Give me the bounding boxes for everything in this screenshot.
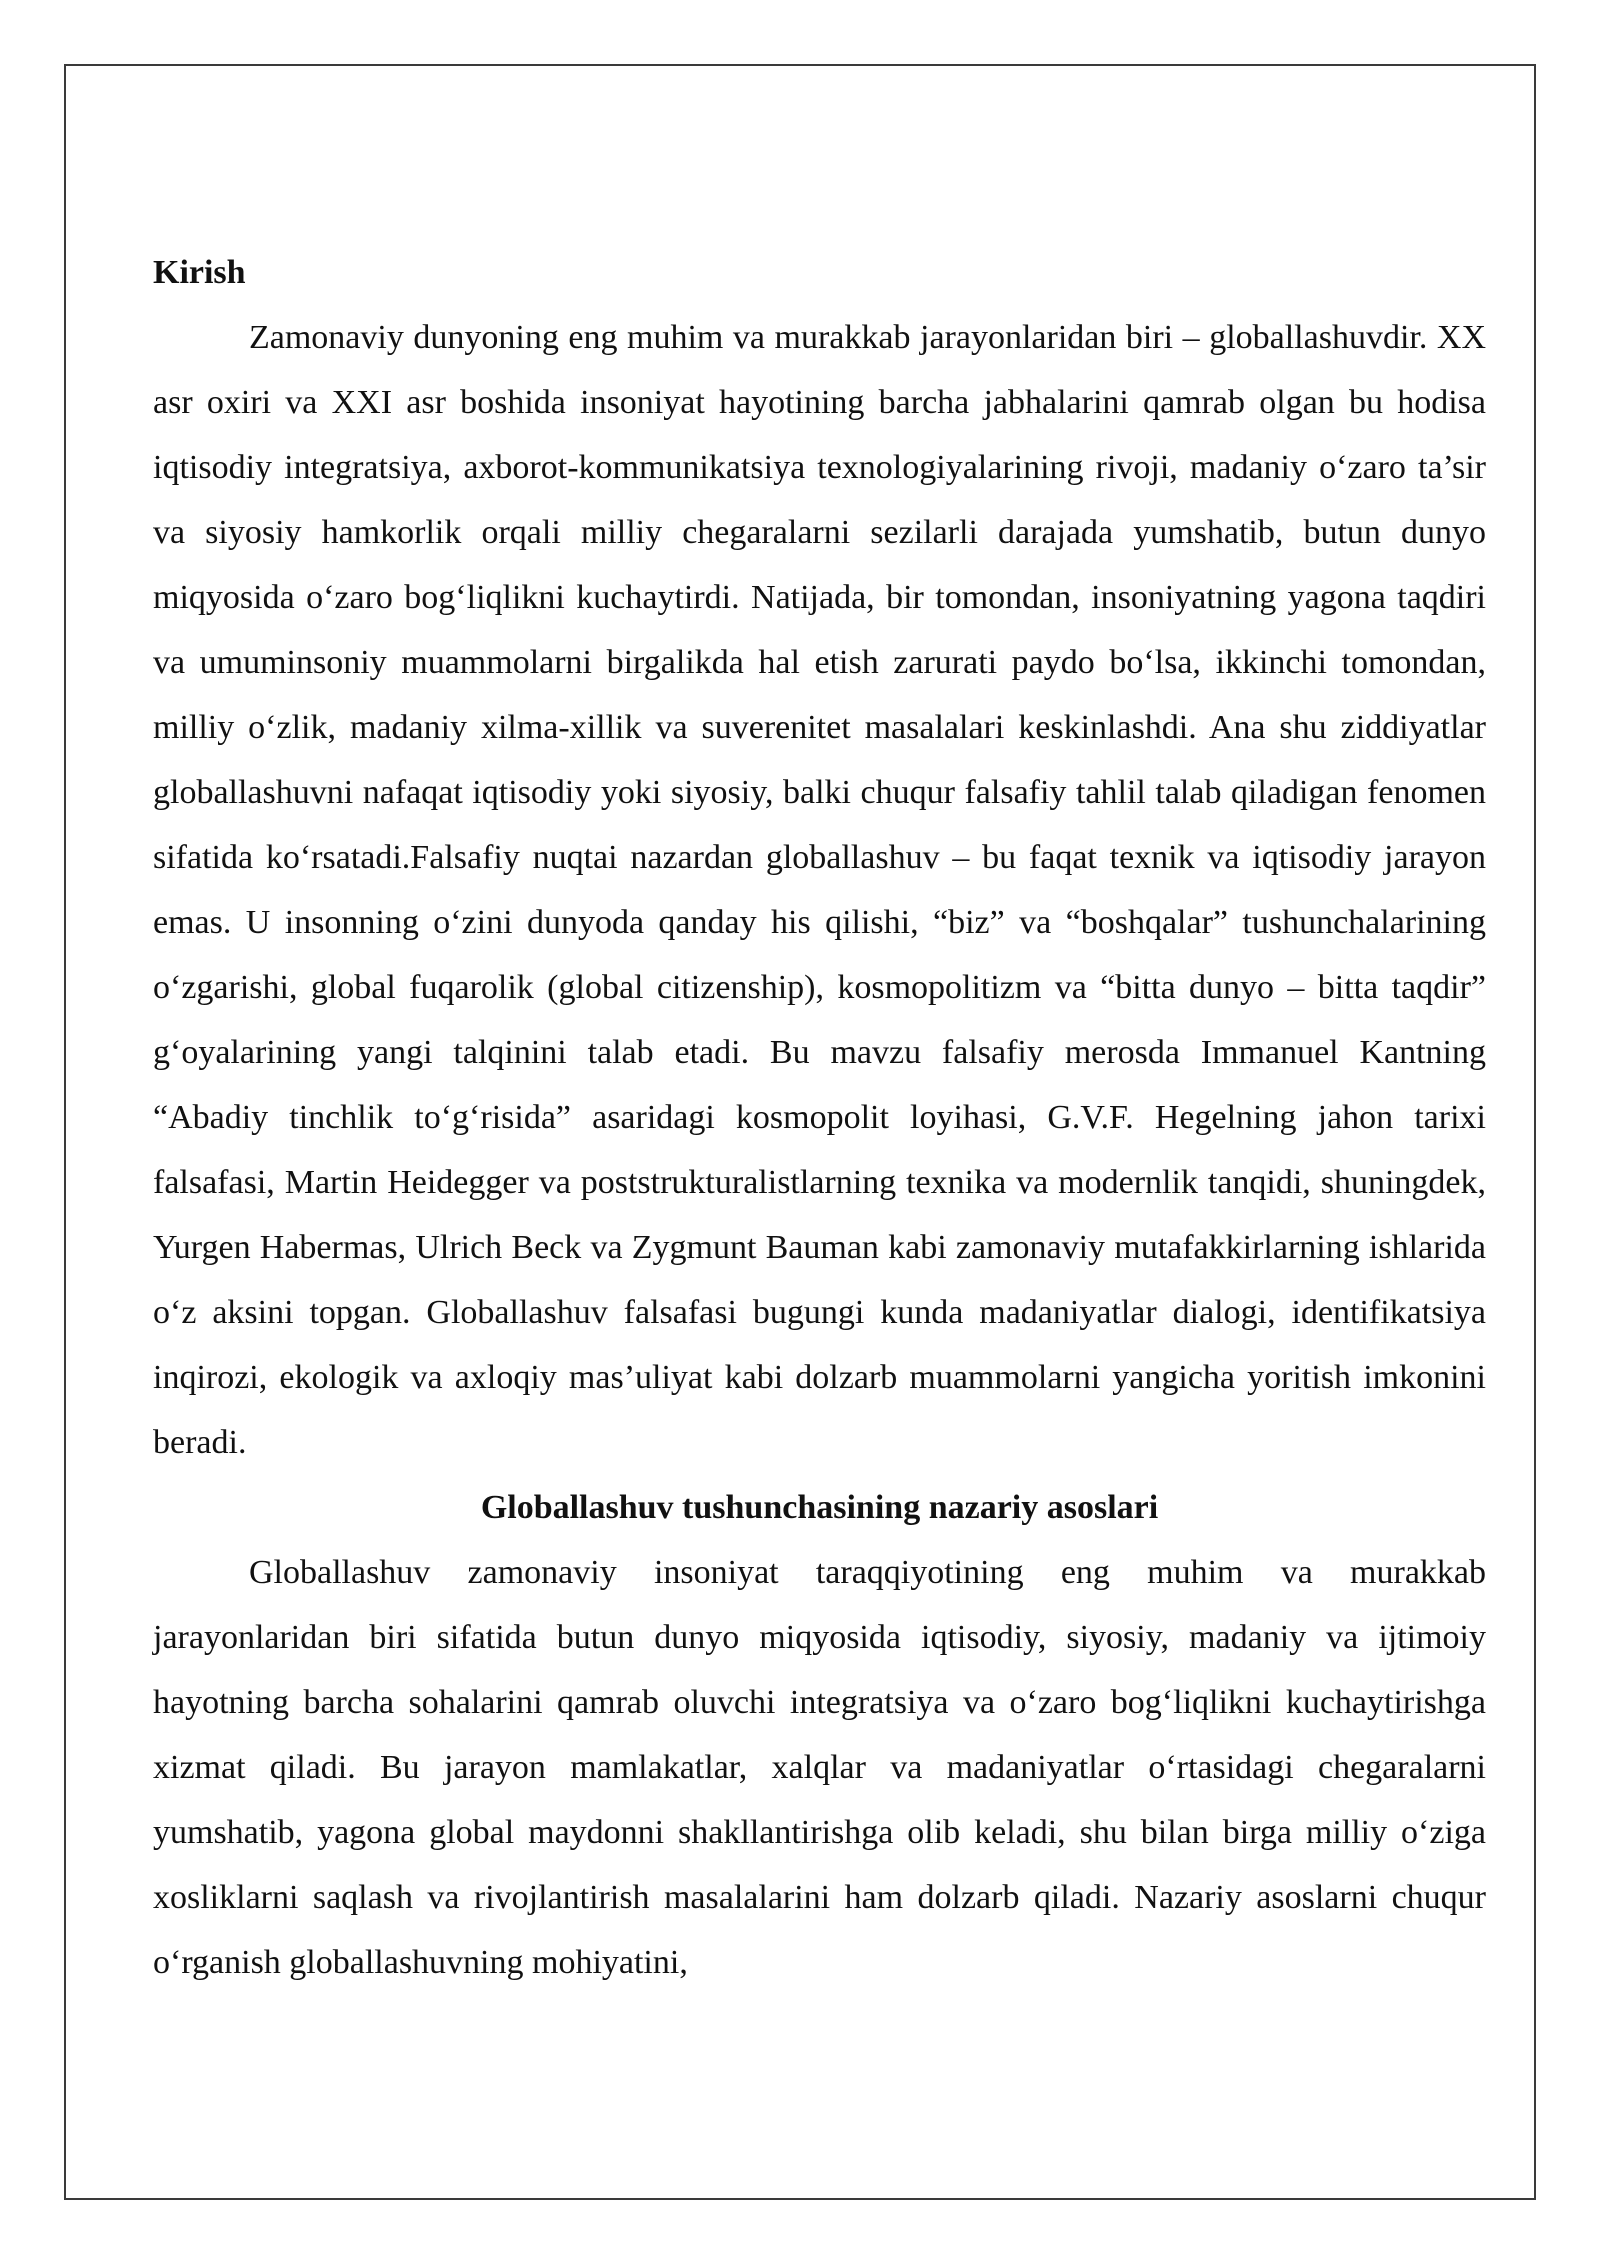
paragraph-theory: Globallashuv zamonaviy insoniyat taraqqiyotining eng muhim va murakkab jarayonlaridan biri sifatida butun dunyo miqyosida iqtisodiy, siyosiy, madaniy va ijtimoiy hayotning barcha sohalarini qamrab oluvchi integratsiya va o‘zaro bog‘liqlikni kuchaytirishga xizmat qiladi. Bu jarayon mamlakatlar, xalqlar va madaniyatlar o‘rtasidagi chegaralarni yumshatib, yagona global maydonni shakllantirishga olib keladi, shu bilan birga milliy o‘ziga xosliklarni saqlash va rivojlantirish masalalarini ham dolzarb qiladi. Nazariy asoslarni chuqur o‘rganish globallashuvning mohiyatini,: [153, 1554, 1486, 1981]
document-body: [153, 240, 1486, 1995]
paragraph-introduction: Zamonaviy dunyoning eng muhim va murakkab jarayonlaridan biri – globallashuvdir. XX asr oxiri va XXI asr boshida insoniyat hayotining barcha jabhalarini qamrab olgan bu hodisa iqtisodiy integratsiya, axborot-kommunikatsiya texnologiyalarining rivoji, madaniy o‘zaro ta’sir va siyosiy hamkorlik orqali milliy chegaralarni sezilarli darajada yumshatib, butun dunyo miqyosida o‘zaro bog‘liqlikni kuchaytirdi. Natijada, bir tomondan, insoniyatning yagona taqdiri va umuminsoniy muammolarni birgalikda hal etish zarurati paydo bo‘lsa, ikkinchi tomondan, milliy o‘zlik, madaniy xilma-xillik va suverenitet masalalari keskinlashdi. Ana shu ziddiyatlar globallashuvni nafaqat iqtisodiy yoki siyosiy, balki chuqur falsafiy tahlil talab qiladigan fenomen sifatida ko‘rsatadi.Falsafiy nuqtai nazardan globallashuv – bu faqat texnik va iqtisodiy jarayon emas. U insonning o‘zini dunyoda qanday his qilishi, “biz” va “boshqalar” tushunchalarining o‘zgarishi, global fuqarolik (global citizenship), kosmopolitizm va “bitta dunyo – bitta taqdir” g‘oyalarining yangi talqinini talab etadi. Bu mavzu falsafiy merosda Immanuel Kantning “Abadiy tinchlik to‘g‘risida” asaridagi kosmopolit loyihasi, G.V.F. Hegelning jahon tarixi falsafasi, Martin Heidegger va poststrukturalistlarning texnika va modernlik tanqidi, shuningdek, Yurgen Habermas, Ulrich Beck va Zygmunt Bauman kabi zamonaviy mutafakkirlarning ishlarida o‘z aksini topgan. Globallashuv falsafasi bugungi kunda madaniyatlar dialogi, identifikatsiya inqirozi, ekologik va axloqiy mas’uliyat kabi dolzarb muammolarni yangicha yoritish imkonini beradi.: [153, 319, 1486, 1461]
section-heading-kirish: Kirish: [153, 254, 246, 291]
section-heading-theory: Globallashuv tushunchasining nazariy asoslari: [480, 1489, 1159, 1526]
